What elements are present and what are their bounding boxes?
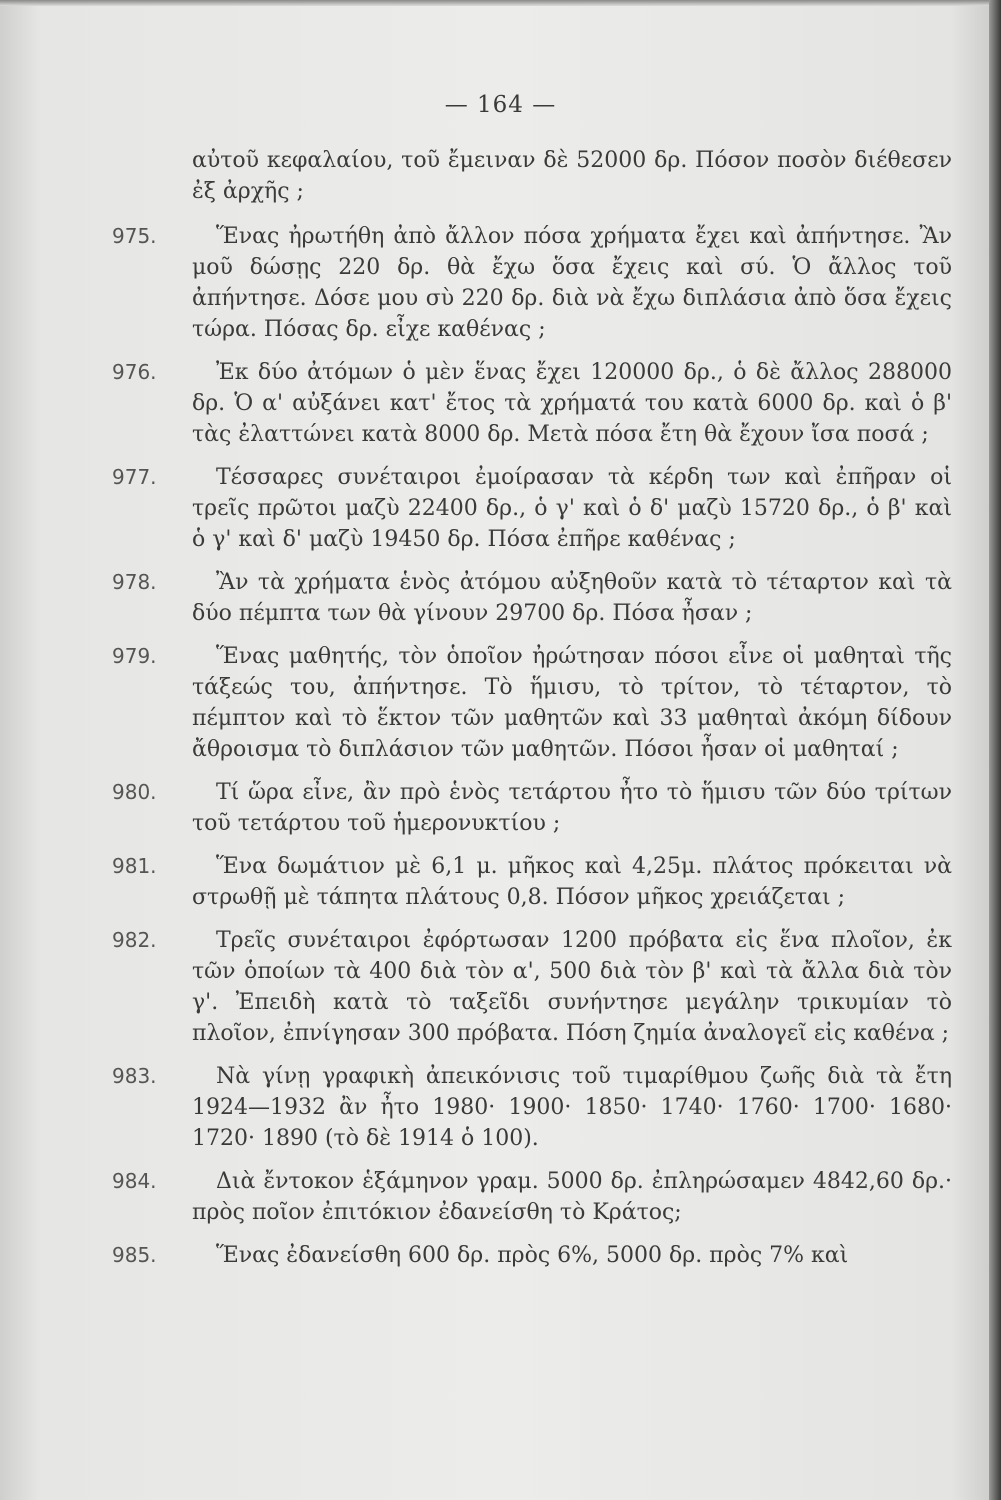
exercise-number: 980.	[112, 780, 157, 804]
exercise-item	[112, 641, 952, 765]
exercise-text: Ἕνα δωμάτιον μὲ 6,1 μ. μῆκος καὶ 4,25μ. πλάτος πρόκειται νὰ στρωθῇ μὲ τάπητα πλάτους 0,8. Πόσον μῆκος χρειάζεται ;	[192, 854, 952, 910]
exercise-text: Τέσσαρες συνέταιροι ἐμοίρασαν τὰ κέρδη των καὶ ἐπῆραν οἱ τρεῖς πρῶτοι μαζὺ 22400 δρ., ὁ γ' καὶ ὁ δ' μαζὺ 15720 δρ., ὁ β' καὶ ὁ γ' καὶ δ' μαζὺ 19450 δρ. Πόσα ἐπῆρε καθένας ;	[192, 465, 952, 552]
exercise-number: 984.	[112, 1169, 157, 1193]
exercise-item	[112, 1061, 952, 1154]
page-body	[112, 145, 952, 1283]
exercise-item	[112, 1240, 952, 1271]
exercise-item	[112, 462, 952, 555]
exercise-item	[112, 851, 952, 913]
exercise-item	[112, 1166, 952, 1228]
exercise-number: 975.	[112, 224, 157, 248]
exercise-number: 976.	[112, 360, 157, 384]
exercise-text: Διὰ ἔντοκον ἑξάμηνον γραμ. 5000 δρ. ἐπληρώσαμεν 4842,60 δρ.· πρὸς ποῖον ἐπιτόκιον ἐδανείσθη τὸ Κράτος;	[192, 1169, 952, 1225]
exercise-text: Νὰ γίνῃ γραφικὴ ἀπεικόνισις τοῦ τιμαρίθμου ζωῆς διὰ τὰ ἔτη 1924—1932 ἂν ἦτο 1980· 1900· 1850· 1740· 1760· 1700· 1680· 1720· 1890 (τὸ δὲ 1914 ὁ 100).	[192, 1064, 952, 1151]
exercise-number: 978.	[112, 570, 157, 594]
exercise-text: Τί ὥρα εἶνε, ἂν πρὸ ἑνὸς τετάρτου ἦτο τὸ ἥμισυ τῶν δύο τρίτων τοῦ τετάρτου τοῦ ἡμερονυκτίου ;	[192, 780, 952, 836]
exercise-item	[112, 221, 952, 345]
exercise-number: 977.	[112, 465, 157, 489]
exercise-number: 979.	[112, 644, 157, 668]
exercise-number: 981.	[112, 854, 157, 878]
continued-paragraph: αὐτοῦ κεφαλαίου, τοῦ ἔμειναν δὲ 52000 δρ. Πόσον ποσὸν διέθεσεν ἐξ ἀρχῆς ;	[192, 148, 952, 204]
exercise-text: Ἕνας μαθητής, τὸν ὁποῖον ἠρώτησαν πόσοι εἶνε οἱ μαθηταὶ τῆς τάξεώς του, ἀπήντησε. Τὸ ἥμισυ, τὸ τρίτον, τὸ τέταρτον, τὸ πέμπτον καὶ τὸ ἕκτον τῶν μαθητῶν καὶ 33 μαθηταὶ ἀκόμη δίδουν ἄθροισμα τὸ διπλάσιον τῶν μαθητῶν. Πόσοι ἦσαν οἱ μαθηταί ;	[192, 644, 952, 762]
exercise-text: Ἕνας ἐδανείσθη 600 δρ. πρὸς 6%, 5000 δρ. πρὸς 7% καὶ	[216, 1243, 849, 1268]
exercise-number: 983.	[112, 1064, 157, 1088]
exercise-item	[112, 357, 952, 450]
page-top-shadow	[0, 0, 1001, 6]
exercise-text: Ἐκ δύο ἀτόμων ὁ μὲν ἕνας ἔχει 120000 δρ., ὁ δὲ ἄλλος 288000 δρ. Ὁ α' αὐξάνει κατ' ἔτος τὰ χρήματά του κατὰ 6000 δρ. καὶ ὁ β' τὰς ἐλαττώνει κατὰ 8000 δρ. Μετὰ πόσα ἔτη θὰ ἔχουν ἴσα ποσά ;	[192, 360, 952, 447]
exercise-text: Ἕνας ἠρωτήθη ἀπὸ ἄλλον πόσα χρήματα ἔχει καὶ ἀπήντησε. Ἂν μοῦ δώσῃς 220 δρ. θὰ ἔχω ὅσα ἔχεις καὶ σύ. Ὁ ἄλλος τοῦ ἀπήντησε. Δόσε μου σὺ 220 δρ. διὰ νὰ ἔχω διπλάσια ἀπὸ ὅσα ἔχεις τώρα. Πόσας δρ. εἶχε καθένας ;	[192, 224, 952, 342]
page-binding-shadow	[989, 0, 1001, 1500]
exercise-item	[112, 777, 952, 839]
exercise-number: 985.	[112, 1243, 157, 1267]
exercise-text: Τρεῖς συνέταιροι ἐφόρτωσαν 1200 πρόβατα εἰς ἕνα πλοῖον, ἐκ τῶν ὁποίων τὰ 400 διὰ τὸν α', 500 διὰ τὸν β' καὶ τὰ ἄλλα διὰ τὸν γ'. Ἐπειδὴ κατὰ τὸ ταξεῖδι συνήντησε μεγάλην τρικυμίαν τὸ πλοῖον, ἐπνίγησαν 300 πρόβατα. Πόση ζημία ἀναλογεῖ εἰς καθένα ;	[192, 928, 952, 1046]
exercise-text: Ἂν τὰ χρήματα ἑνὸς ἀτόμου αὐξηθοῦν κατὰ τὸ τέταρτον καὶ τὰ δύο πέμπτα των θὰ γίνουν 29700 δρ. Πόσα ἦσαν ;	[192, 570, 952, 626]
exercise-item	[112, 567, 952, 629]
page-number: — 164 —	[444, 92, 557, 118]
exercise-number: 982.	[112, 928, 157, 952]
exercise-item	[112, 925, 952, 1049]
